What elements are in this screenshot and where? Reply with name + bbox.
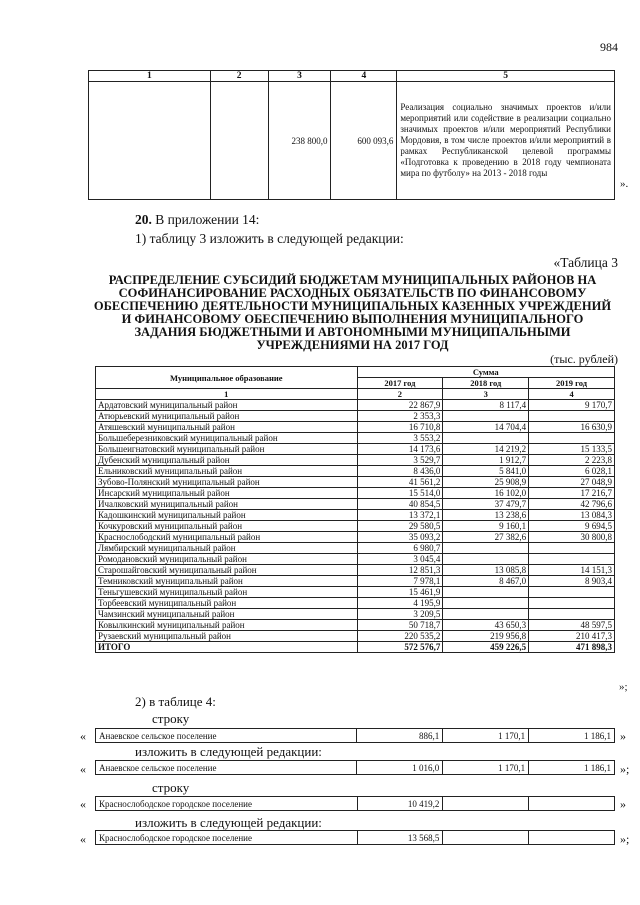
municipality-cell: Ковылкинский муниципальный район [96,620,358,631]
item-1: 1) таблицу 3 изложить в следующей редакции: [135,231,404,246]
table-row [96,499,615,510]
value-2017: 3 553,2 [357,433,443,444]
section-number: 20. [135,212,152,227]
column-number-row [96,389,615,400]
value-2017: 8 436,0 [357,466,443,477]
top-table-cell: 238 800,0 [268,82,331,200]
row-value [529,831,615,845]
row-table [95,796,615,811]
value-2019: 30 800,8 [529,532,615,543]
value-2019: 8 903,4 [529,576,615,587]
table-row [96,510,615,521]
row-value: 1 186,1 [529,761,615,775]
line-replace: изложить в следующей редакции: [135,815,322,830]
close-quote: »; [620,762,630,776]
top-table-header-cell: 1 [89,71,211,82]
value-2017: 220 535,2 [357,631,443,642]
top-table-header-cell: 4 [331,71,397,82]
value-2019: 2 223,8 [529,455,615,466]
value-2017: 16 710,8 [357,422,443,433]
table-row [96,433,615,444]
open-quote: « [80,762,86,776]
value-2018 [443,543,529,554]
value-2018: 5 841,0 [443,466,529,477]
municipality-cell: Старошайговский муниципальный район [96,565,358,576]
value-2017: 41 561,2 [357,477,443,488]
page-number: 984 [600,40,618,54]
table-row [96,587,615,598]
value-2019 [529,609,615,620]
row-value: 13 568,5 [357,831,443,845]
line-row: строку [152,711,190,726]
header-year: 2017 год [357,378,443,389]
value-2018: 16 102,0 [443,488,529,499]
value-2017: 15 514,0 [357,488,443,499]
row-table [95,760,615,775]
municipality-cell: Лямбирский муниципальный район [96,543,358,554]
value-2017: 29 580,5 [357,521,443,532]
table-row [96,576,615,587]
table-body [96,400,615,642]
table-row [96,554,615,565]
table-row [96,521,615,532]
value-2017: 14 173,6 [357,444,443,455]
row-value: 1 186,1 [529,729,615,743]
table-row [96,477,615,488]
table-row [96,400,615,411]
municipality-cell: Ельниковский муниципальный район [96,466,358,477]
item-2: 2) в таблице 4: [135,694,216,709]
municipality-cell: Зубово-Полянский муниципальный район [96,477,358,488]
municipality-cell: Большеигнатовский муниципальный район [96,444,358,455]
value-2019: 6 028,1 [529,466,615,477]
value-2018: 1 912,7 [443,455,529,466]
municipality-cell: Кадошкинский муниципальный район [96,510,358,521]
value-2018 [443,587,529,598]
value-2017: 4 195,9 [357,598,443,609]
units-label: (тыс. рублей) [550,352,618,366]
municipality-cell: Краснослободский муниципальный район [96,532,358,543]
value-2018: 219 956,8 [443,631,529,642]
table-header-row [96,367,615,378]
value-2017: 50 718,7 [357,620,443,631]
value-2019: 16 630,9 [529,422,615,433]
municipality-cell: Кочкуровский муниципальный район [96,521,358,532]
value-2017: 13 372,1 [357,510,443,521]
value-2018: 43 650,3 [443,620,529,631]
table-row [96,620,615,631]
table-row [96,466,615,477]
value-2018 [443,554,529,565]
municipality-cell: Атяшевский муниципальный район [96,422,358,433]
table-title: РАСПРЕДЕЛЕНИЕ СУБСИДИЙ БЮДЖЕТАМ МУНИЦИПАЛЬНЫХ РАЙОНОВ НА СОФИНАНСИРОВАНИЕ РАСХОДНЫХ ОБЯЗАТЕЛЬСТВ ПО ФИНАНСОВОМУ ОБЕСПЕЧЕНИЮ ДЕЯТЕЛЬНОСТИ МУНИЦИПАЛЬНЫХ КАЗЕННЫХ УЧРЕЖДЕНИЙ И ФИНАНСОВОМУ ОБЕСПЕЧЕНИЮ ВЫПОЛНЕНИЯ МУНИЦИПАЛЬНОГО ЗАДАНИЯ БЮДЖЕТНЫМИ И АВТОНОМНЫМИ МУНИЦИПАЛЬНЫМИ УЧРЕЖДЕНИЯМИ НА 2017 ГОД [93,273,612,352]
table-row [96,422,615,433]
row-value: 10 419,2 [357,797,443,811]
table-row [96,411,615,422]
row-table [95,728,615,743]
top-table-cell [89,82,211,200]
table-row [96,565,615,576]
municipality-cell: Ардатовский муниципальный район [96,400,358,411]
open-quote: « [80,729,86,743]
row-name: Анаевское сельское поселение [96,761,357,775]
total-2019: 471 898,3 [529,642,615,653]
value-2019: 13 084,3 [529,510,615,521]
table-row [96,729,615,743]
table-row [96,631,615,642]
value-2019: 9 694,5 [529,521,615,532]
municipality-cell: Теньгушевский муниципальный район [96,587,358,598]
close-quote: » [620,797,626,811]
value-2017: 3 529,7 [357,455,443,466]
value-2017: 6 980,7 [357,543,443,554]
municipality-cell: Темниковский муниципальный район [96,576,358,587]
column-number: 3 [443,389,529,400]
total-row [96,642,615,653]
header-year: 2018 год [443,378,529,389]
municipality-cell: Атюрьевский муниципальный район [96,411,358,422]
value-2017: 40 854,5 [357,499,443,510]
municipality-cell: Большеберезниковский муниципальный район [96,433,358,444]
row-value [443,831,529,845]
municipality-cell: Дубенский муниципальный район [96,455,358,466]
municipality-cell: Ичалковский муниципальный район [96,499,358,510]
municipality-cell: Чамзинский муниципальный район [96,609,358,620]
subsidy-table [95,366,615,653]
value-2019 [529,543,615,554]
row-value: 1 170,1 [443,761,529,775]
value-2019: 48 597,5 [529,620,615,631]
line-replace: изложить в следующей редакции: [135,744,322,759]
section-text: В приложении 14: [151,212,260,227]
value-2018: 13 238,6 [443,510,529,521]
value-2018 [443,598,529,609]
open-quote: « [80,832,86,846]
value-2019 [529,598,615,609]
municipality-cell: Рузаевский муниципальный район [96,631,358,642]
total-2017: 572 576,7 [357,642,443,653]
table-row [96,488,615,499]
row-value: 1 170,1 [443,729,529,743]
close-quote: » [620,729,626,743]
top-table-cell: 600 093,6 [331,82,397,200]
line-row: строку [152,780,190,795]
value-2019 [529,433,615,444]
table-row [96,761,615,775]
column-number: 1 [96,389,358,400]
top-table-text-cell: Реализация социально значимых проектов и/или мероприятий или содействие в реализации социально значимых проектов и/или мероприятий Республики Мордовия, в том числе проектов и/или мероприятий в рамках Республиканской целевой программы «Подготовка к проведению в 2018 году чемпионата мира по футболу» на 2013 - 2018 годы [397,82,615,200]
top-table-header-row [89,71,615,82]
header-sum: Сумма [357,367,614,378]
row-name: Анаевское сельское поселение [96,729,357,743]
row-value [529,797,615,811]
table-row [96,831,615,845]
row-value: 886,1 [357,729,443,743]
table-row [96,609,615,620]
value-2019: 27 048,9 [529,477,615,488]
table-row [96,444,615,455]
table-row [96,455,615,466]
value-2019 [529,554,615,565]
close-quote: »; [620,832,630,846]
row-name: Краснослободское городское поселение [96,797,358,811]
value-2018: 14 219,2 [443,444,529,455]
section-20 [135,212,259,228]
value-2018: 13 085,8 [443,565,529,576]
row-value: 1 016,0 [357,761,443,775]
value-2018 [443,433,529,444]
municipality-cell: Инсарский муниципальный район [96,488,358,499]
value-2017: 12 851,3 [357,565,443,576]
value-2018: 14 704,4 [443,422,529,433]
closing-quote: ». [620,178,629,190]
value-2019 [529,587,615,598]
municipality-cell: Ромодановский муниципальный район [96,554,358,565]
value-2018 [443,411,529,422]
value-2019: 210 417,3 [529,631,615,642]
value-2019: 14 151,3 [529,565,615,576]
value-2017: 22 867,9 [357,400,443,411]
value-2017: 3 045,4 [357,554,443,565]
value-2017: 3 209,5 [357,609,443,620]
municipality-cell: Торбеевский муниципальный район [96,598,358,609]
row-value [443,797,529,811]
value-2019 [529,411,615,422]
open-quote: « [80,797,86,811]
value-2017: 15 461,9 [357,587,443,598]
value-2018: 37 479,7 [443,499,529,510]
total-2018: 459 226,5 [443,642,529,653]
table-row [96,543,615,554]
value-2018: 8 467,0 [443,576,529,587]
value-2018: 9 160,1 [443,521,529,532]
top-table-cell [210,82,268,200]
value-2019: 9 170,7 [529,400,615,411]
total-label: ИТОГО [96,642,358,653]
value-2017: 35 093,2 [357,532,443,543]
value-2018: 8 117,4 [443,400,529,411]
value-2019: 42 796,6 [529,499,615,510]
closing-quote: »; [619,681,628,693]
top-table-header-cell: 2 [210,71,268,82]
table-caption: «Таблица 3 [553,255,618,270]
top-table-header-cell: 5 [397,71,615,82]
top-table-row [89,82,615,200]
table-row [96,532,615,543]
header-municipality: Муниципальное образование [96,367,358,389]
value-2018 [443,609,529,620]
table-row [96,598,615,609]
table-row [96,797,615,811]
row-table [95,830,615,845]
header-year: 2019 год [529,378,615,389]
top-table [88,70,615,200]
value-2019: 15 133,5 [529,444,615,455]
value-2017: 7 978,1 [357,576,443,587]
value-2018: 25 908,9 [443,477,529,488]
value-2018: 27 382,6 [443,532,529,543]
value-2019: 17 216,7 [529,488,615,499]
top-table-header-cell: 3 [268,71,331,82]
row-name: Краснослободское городское поселение [96,831,358,845]
column-number: 4 [529,389,615,400]
value-2017: 2 353,3 [357,411,443,422]
column-number: 2 [357,389,443,400]
